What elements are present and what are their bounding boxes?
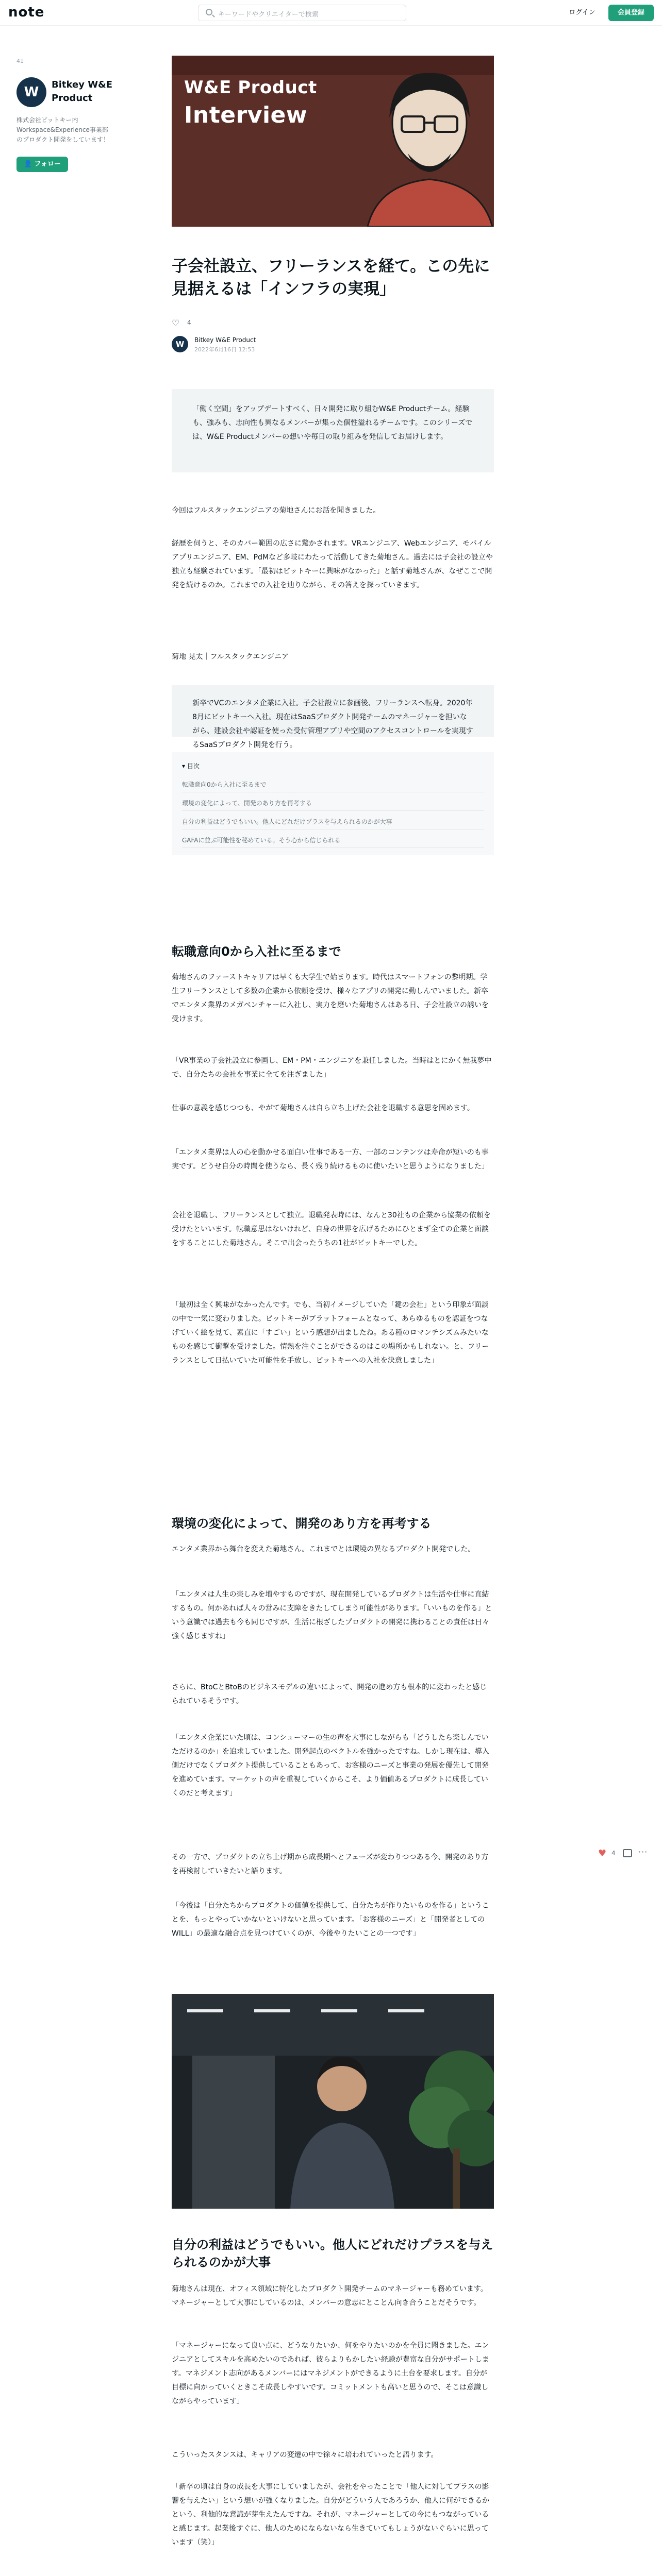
publish-date: 2022年6月16日 12:53 xyxy=(194,346,255,353)
like-area[interactable] xyxy=(172,317,213,329)
floating-like-count: 4 xyxy=(611,1850,616,1857)
quote-paragraph: 「VR事業の子会社設立に参画し、EM・PM・エンジニアを兼任しました。当時はとにかく無我夢中で、自分たちの会社を事業に全てを注ぎました」 xyxy=(172,1057,492,1079)
floating-actions xyxy=(598,1847,655,1862)
hero-brand: W&E Product xyxy=(184,77,317,98)
login-button[interactable]: ログイン xyxy=(569,9,595,16)
author-block[interactable] xyxy=(172,336,378,357)
creator-avatar[interactable]: W xyxy=(16,77,46,107)
toc-item[interactable]: 転職意向0から入社に至るまで xyxy=(182,777,484,792)
quote-paragraph: 「最初は全く興味がなかったんです。でも、当初イメージしていた「鍵の会社」という印象が面談の中で一気に変わりました。ビットキーがプラットフォームとなって、あらゆるものを認証をつなげていく絵を見て、素直に「すごい」という感想が出ましたね。ある種のロマンチシズムみたいなものを感じて衝撃を受けました。情熱を注ぐことができるのはこの場所かもしれない。と、フリーランスとして日払いていた可能性を手放し、ビットキーへの入社を決意しました」 xyxy=(172,1301,489,1365)
note-logo[interactable]: note xyxy=(8,5,45,20)
section-heading: 環境の変化によって、開発のあり方を再考する xyxy=(172,1516,432,1531)
lead-paragraph: 今回はフルスタックエンジニアの菊地さんにお話を聞きました。 xyxy=(172,506,380,515)
like-count: 4 xyxy=(187,319,191,326)
toc-heading[interactable]: ▾ 目次 xyxy=(182,762,200,770)
hero-title: Interview xyxy=(184,102,308,128)
body-paragraph: 菊地さんのファーストキャリアは早くも大学生で始まります。時代はスマートフォンの黎明期。学生フリーランスとして多数の企業から依頼を受け、様々なアプリの開発に勤しんでいました。新卒でエンタメ業界のメガベンチャーに入社し、実力を磨いた菊地さんはある日、子会社設立の誘いを受けます。 xyxy=(172,973,489,1023)
heart-icon[interactable]: ♡ xyxy=(172,318,180,329)
body-paragraph: こういったスタンスは、キャリアの変遷の中で徐々に培われていったと語ります。 xyxy=(172,2451,438,2459)
office-person-photo-icon xyxy=(172,1994,494,2209)
intro-text: 「働く空間」をアップデートすべく、日々開発に取り組むW&E Productチーム。経験も、強みも、志向性も異なるメンバーが集った個性溢れるチームです。このシリーズでは、W&E Productメンバーの想いや毎日の取り組みを発信してお届けします。 xyxy=(192,405,473,441)
body-paragraph: その一方で、プロダクトの立ち上げ期から成長期へとフェーズが変わりつつある今、開発のあり方を再検討していきたいと語ります。 xyxy=(172,1853,489,1875)
heart-icon[interactable]: ♥ xyxy=(598,1848,607,1859)
quote-paragraph: 「エンタメ業界は人の心を動かせる面白い仕事である一方、一部のコンテンツは寿命が短いのも事実です。どうせ自分の時間を使うなら、長く残り続けるものに使いたいと思うようになりました」 xyxy=(172,1148,489,1171)
section-heading: 自分の利益はどうでもいい。他人にどれだけプラスを与えられるのかが大事 xyxy=(172,2238,493,2269)
search-box[interactable] xyxy=(198,5,406,21)
table-of-contents xyxy=(172,752,494,855)
body-paragraph: エンタメ業界から舞台を変えた菊地さん。これまでとは環境の異なるプロダクト開発でした。 xyxy=(172,1545,475,1553)
toc-heading-label: 目次 xyxy=(187,762,200,770)
author-name[interactable]: Bitkey W&E Product xyxy=(194,336,256,344)
profile-box xyxy=(172,685,494,749)
creator-description: 株式会社ビットキー内 Workspace&Experience事業部 のプロダクト開発をしています！ xyxy=(16,116,110,143)
search-icon xyxy=(206,9,212,15)
follow-button[interactable]: 👤 フォロー xyxy=(16,157,68,172)
body-paragraph: 菊地さんは現在、オフィス領域に特化したプロダクト開発チームのマネージャーも務めています。マネージャーとして大事にしているのは、メンバーの意志にとことん向き合うことだそうです。 xyxy=(172,2285,488,2307)
signup-button[interactable]: 会員登録 xyxy=(608,5,654,21)
toc-item[interactable]: 環境の変化によって、開発のあり方を再考する xyxy=(182,795,484,811)
toc-item[interactable]: GAFAに並ぶ可能性を秘めている。そう心から信じられる xyxy=(182,833,484,848)
comment-icon[interactable] xyxy=(623,1849,632,1857)
body-paragraph: 仕事の意義を感じつつも、やがて菊地さんは自ら立ち上げた会社を退職する意思を固めます。 xyxy=(172,1104,474,1112)
interview-photo xyxy=(172,1994,494,2209)
search-placeholder: キーワードやクリエイターで検索 xyxy=(218,11,319,19)
top-bar xyxy=(0,0,662,26)
quote-paragraph: 「新卒の頃は自身の成長を大事にしていましたが、会社をやったことで「他人に対してプラスの影響を与えたい」という想いが強くなりました。自分がどういう人であろうか、他人に何ができるかという、利他的な意識が芽生えたんですね。それが、マネージャーとしての今にもつながっていると感じます。起業後すぐに、他人のためにならないなら生きていてもしょうがないぐらいに思っています（笑）」 xyxy=(172,2483,489,2547)
portrait-illustration-icon xyxy=(357,56,494,227)
quote-paragraph: 「今後は「自分たちからプロダクトの価値を提供して、自分たちが作りたいものを作る」ということを、もっとやっていかないといけないと思っています。「お客様のニーズ」と「開発者としてのWILL」の最適な融合点を見つけていくのが、今後やりたいことの一つです」 xyxy=(172,1902,489,1938)
hero-image xyxy=(172,56,494,227)
body-paragraph: 会社を退職し、フリーランスとして独立。退職発表時には、なんと30社もの企業から協業の依頼を受けたといいます。転職意思はないけれど、自身の世界を広げるためにひとまず全ての企業と面談をすることにした菊地さん。そこで出会ったうちの1社がビットキーでした。 xyxy=(172,1211,491,1247)
follow-label: フォロー xyxy=(34,160,61,168)
more-icon[interactable]: ··· xyxy=(638,1847,648,1857)
intro-box xyxy=(172,389,494,472)
toc-item[interactable]: 自分の利益はどうでもいい。他人にどれだけプラスを与えられるのかが大事 xyxy=(182,814,484,829)
body-paragraph: さらに、BtoCとBtoBのビジネスモデルの違いによって、開発の進め方も根本的に変わったと感じられているそうです。 xyxy=(172,1683,487,1705)
quote-paragraph: 「マネージャーになって良い点に、どうなりたいか、何をやりたいのかを全員に聞きました。エンジニアとしてスキルを高めたいのであれば、彼らよりもかしたい経験が豊富な自分がサポートします。マネジメント志向があるメンバーにはマネジメントができるように土台を要求します。自分が目標に向かっていくときこそ成長しやすいです。コミットメントも高いと思うので、そこは意識しながらやっています」 xyxy=(172,2342,489,2405)
profile-name: 菊地 晃太｜フルスタックエンジニア xyxy=(172,653,289,661)
magazine-badge: 41 xyxy=(16,58,24,64)
creator-name[interactable]: Bitkey W&E Product xyxy=(52,79,113,104)
article-title: 子会社設立、フリーランスを経て。この先に見据えるは「インフラの実現」 xyxy=(172,257,490,298)
section-heading: 転職意向0から入社に至るまで xyxy=(172,944,341,959)
quote-paragraph: 「エンタメ企業にいた頃は、コンシューマーの生の声を大事にしながらも「どうしたら楽しんでいただけるのか」を追求していました。開発起点のベクトルを強かったですね。しかし現在は、導入側だけでなくプロダクト提供していることもあって、お客様のニーズと事業の発展を優先して開発を進めています。マーケットの声を重視していくからこそ、より価値あるプロダクトに成長していくのだと考えます」 xyxy=(172,1734,489,1798)
quote-paragraph: 「エンタメは人生の楽しみを増やすものですが、現在開発しているプロダクトは生活や仕事に直結するもの。何かあれば人々の営みに支障をきたしてしまう可能性があります。「いいものを作る」という意識では過去も今も同じですが、生活に根ざしたプロダクトの開発に携わることの責任は日々強く感じますね」 xyxy=(172,1590,492,1640)
intro-paragraph: 経歴を伺うと、そのカバー範囲の広さに驚かされます。VRエンジニア、Webエンジニア、モバイルアプリエンジニア、EM、PdMなど多岐にわたって活動してきた菊地さん。過去には子会社の設立や独立も経験されています。「最初はビットキーに興味がなかった」と話す菊地さんが、なぜここで開発を続けるのか。これまでの入社を辿りながら、その答えを探っていきます。 xyxy=(172,539,493,589)
author-avatar[interactable]: W xyxy=(172,336,188,352)
profile-text: 新卒でVCのエンタメ企業に入社。子会社設立に参画後、フリーランスへ転身。2020年8月にビットキーへ入社。現在はSaaSプロダクト開発チームのマネージャーを担いながら、建設会社や認証を使った受付管理アプリや空間のアクセスコントロールを実現するSaaSプロダクト開発を行う。 xyxy=(192,699,473,749)
